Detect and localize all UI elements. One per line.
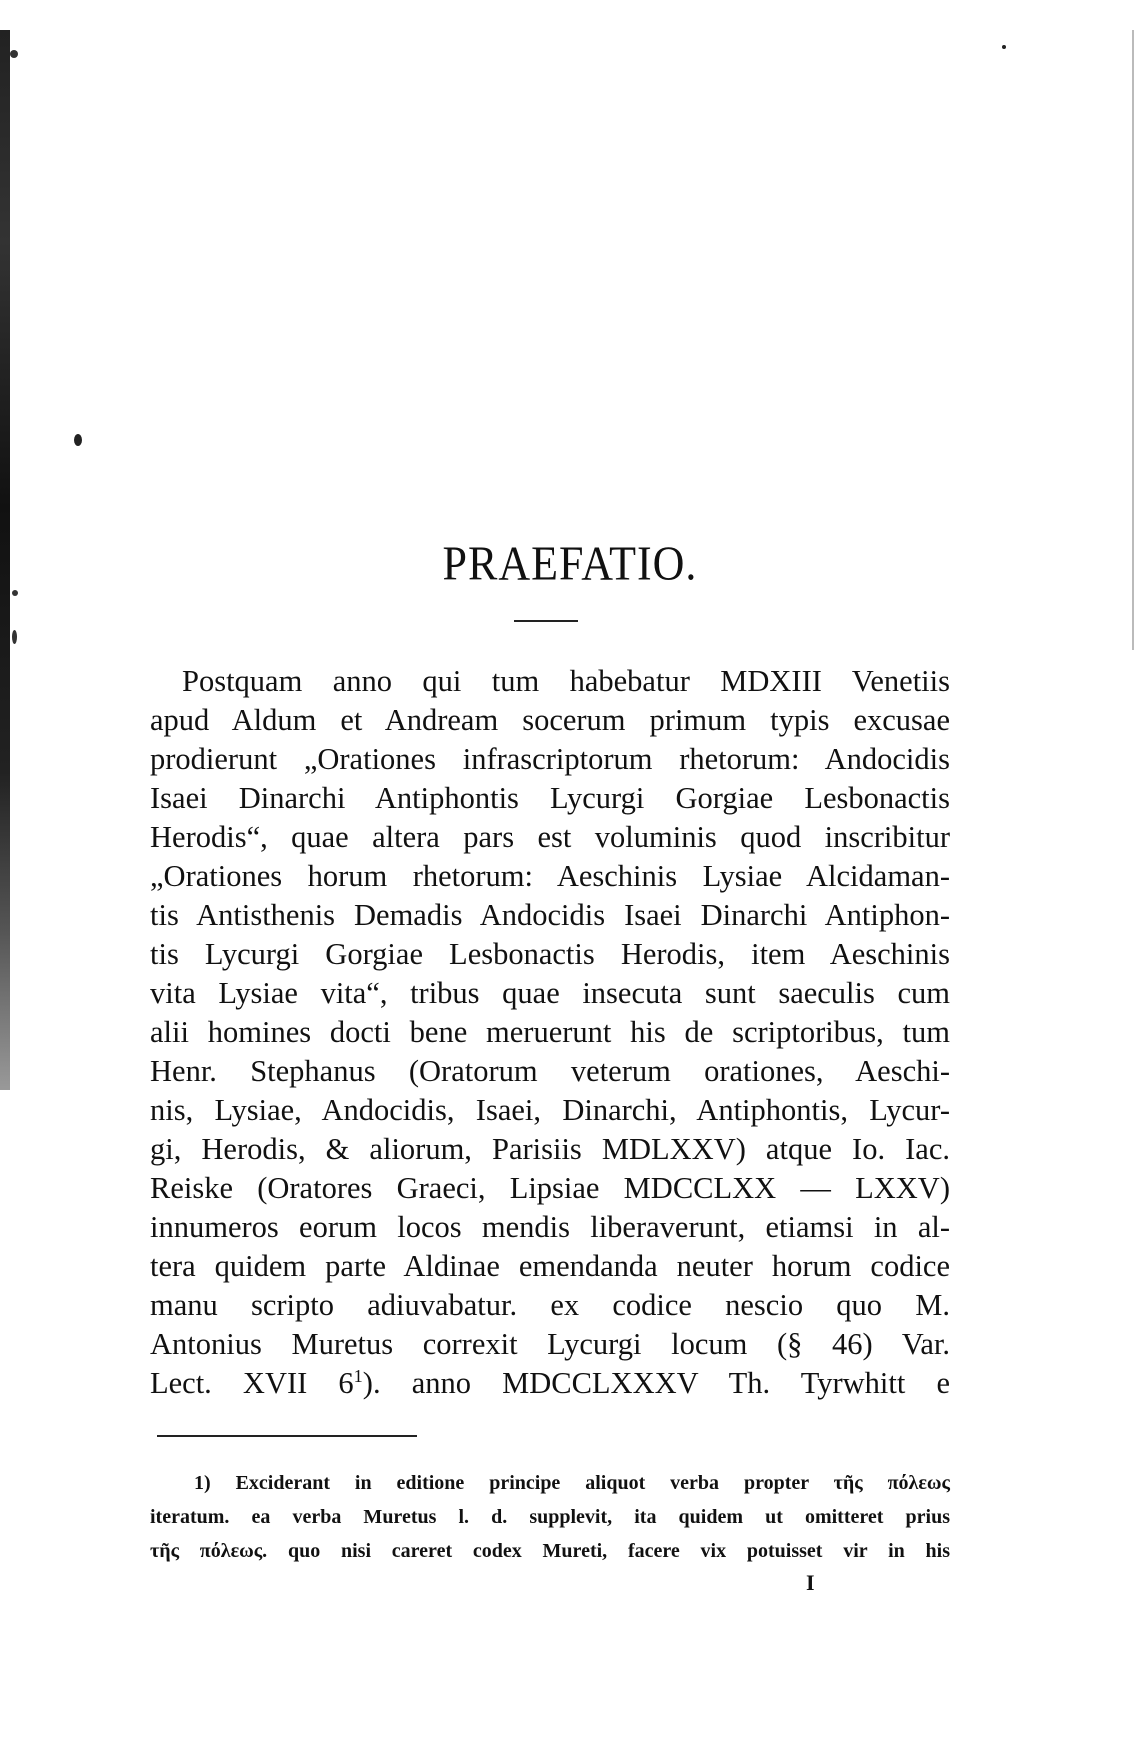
footnote-line: iteratum. ea verba Muretus l. d. supplevit, ita quidem ut omitteret prius xyxy=(150,1506,950,1528)
text-line: alii homines docti bene meruerunt his de scriptoribus, tum xyxy=(150,1015,950,1049)
scan-speck xyxy=(1002,45,1006,49)
footnote-line: τῆς πόλεως. quo nisi careret codex Mureti, facere vix potuisset vir in his xyxy=(150,1540,950,1562)
text-fragment: Lect. XVII 6 xyxy=(150,1366,354,1400)
page-title: PRAEFATIO. xyxy=(442,536,698,591)
scan-speck xyxy=(10,50,18,58)
text-line: tera quidem parte Aldinae emendanda neuter horum codice xyxy=(150,1249,950,1283)
text-line: Antonius Muretus correxit Lycurgi locum (§ 46) Var. xyxy=(150,1327,950,1361)
text-line: Postquam anno qui tum habebatur MDXIII Venetiis xyxy=(182,664,950,698)
text-line: tis Lycurgi Gorgiae Lesbonactis Herodis, item Aeschinis xyxy=(150,937,950,971)
text-line: prodierunt „Orationes infrascriptorum rhetorum: Andocidis xyxy=(150,742,950,776)
text-line-last xyxy=(150,1364,950,1403)
signature-mark: I xyxy=(806,1570,815,1595)
text-line: apud Aldum et Andream socerum primum typis excusae xyxy=(150,703,950,737)
text-line: vita Lysiae vita“, tribus quae insecuta sunt saeculis cum xyxy=(150,976,950,1010)
preface-body xyxy=(150,662,950,1403)
text-fragment: ). anno MDCCLXXXV Th. Tyrwhitt e xyxy=(362,1366,950,1400)
text-line: innumeros eorum locos mendis liberaverunt, etiamsi in al- xyxy=(150,1210,950,1244)
text-line: „Orationes horum rhetorum: Aeschinis Lysiae Alcidaman- xyxy=(150,859,950,893)
text-line: manu scripto adiuvabatur. ex codice nescio quo M. xyxy=(150,1288,950,1322)
footnote-line: 1) Exciderant in editione principe aliquot verba propter τῆς πόλεως xyxy=(194,1472,950,1494)
footnotes xyxy=(150,1466,950,1568)
text-line: Isaei Dinarchi Antiphontis Lycurgi Gorgiae Lesbonactis xyxy=(150,781,950,815)
footnote-ref: 1 xyxy=(353,1365,363,1386)
scan-speck xyxy=(74,434,82,446)
text-line: gi, Herodis, & aliorum, Parisiis MDLXXV) atque Io. Iac. xyxy=(150,1132,950,1166)
footnote-divider xyxy=(157,1435,417,1437)
text-line: Henr. Stephanus (Oratorum veterum orationes, Aeschi- xyxy=(150,1054,950,1088)
text-line: nis, Lysiae, Andocidis, Isaei, Dinarchi, Antiphontis, Lycur- xyxy=(150,1093,950,1127)
scan-speck xyxy=(12,630,17,644)
text-line: Herodis“, quae altera pars est voluminis quod inscribitur xyxy=(150,820,950,854)
text-line: tis Antisthenis Demadis Andocidis Isaei Dinarchi Antiphon- xyxy=(150,898,950,932)
title-divider xyxy=(514,620,578,622)
text-line: Reiske (Oratores Graeci, Lipsiae MDCCLXX — LXXV) xyxy=(150,1171,950,1205)
